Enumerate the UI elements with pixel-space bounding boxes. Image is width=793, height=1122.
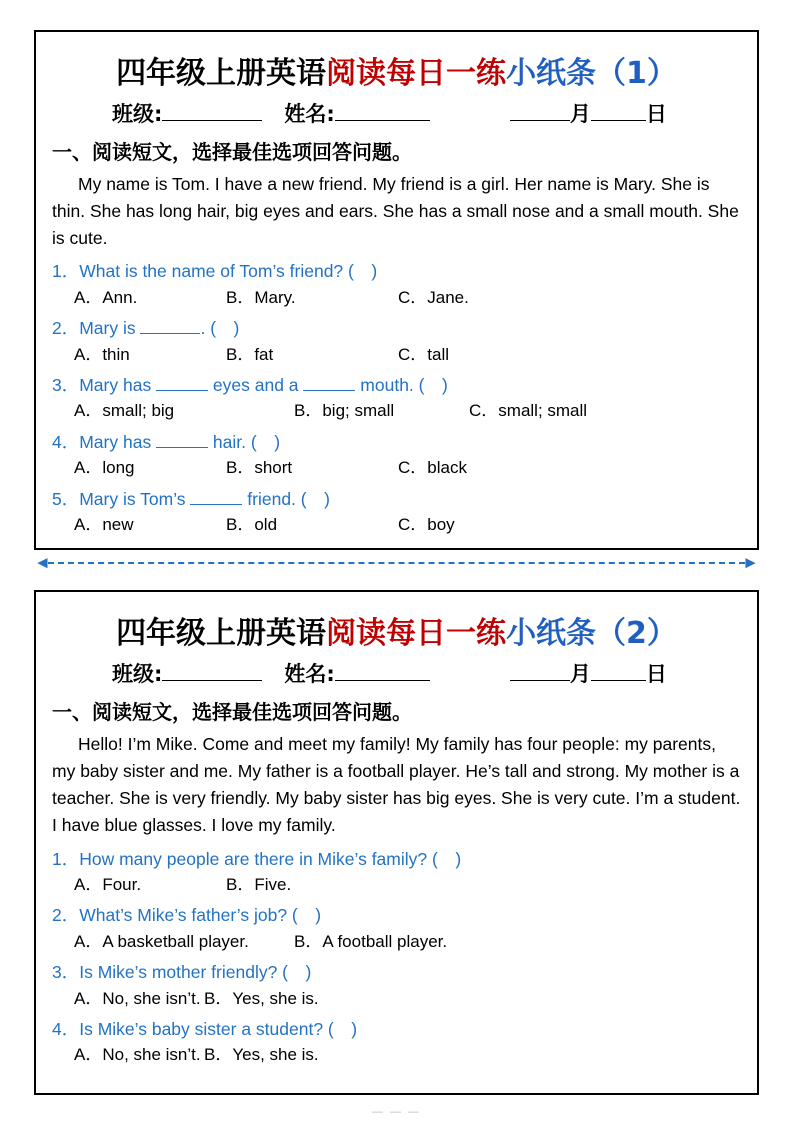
question-2-2 [52, 902, 741, 928]
month-blank-1[interactable] [510, 104, 570, 121]
option-b-1-3[interactable]: B．big; small [294, 401, 395, 421]
meta-row-2 [52, 658, 741, 688]
question-text-1-5b: friend. ( ) [242, 488, 330, 509]
page-title-2 [52, 608, 741, 652]
dashed-line [48, 562, 745, 564]
class-label-1: 班级: [112, 102, 163, 126]
question-text-2-1: How many people are there in Mike’s family? ( ) [79, 848, 462, 869]
class-blank-2[interactable] [162, 664, 262, 681]
question-1-4 [52, 429, 741, 455]
name-label-1: 姓名: [284, 102, 335, 126]
question-text-1-2b: . ( ) [200, 318, 240, 339]
options-2-4 [52, 1043, 741, 1068]
question-text-2-4: Is Mike’s baby sister a student? ( ) [79, 1019, 358, 1040]
options-1-2 [52, 343, 741, 368]
question-blank-1-2[interactable] [140, 319, 200, 334]
title-part-red-1: 阅读每日一练 [326, 56, 507, 91]
question-number-1-5: 5． [52, 488, 80, 509]
question-number-1-4: 4． [52, 432, 80, 453]
question-text-1-4a: Mary has [79, 432, 157, 453]
option-a-1-4[interactable]: A．long [74, 458, 135, 478]
question-number-2-1: 1． [52, 848, 80, 869]
section-heading-1: 一、阅读短文，选择最佳选项回答问题。 [52, 140, 412, 164]
passage-text-2: Hello! I’m Mike. Come and meet my family! My family has four people: my parents, my baby sister and me. My father is a football player. He’s tall and strong. My mother is a teacher. She is very friendly. My baby sister has big eyes. She is very cute. I’m a student. I have blue glasses. I love my family. [52, 734, 741, 836]
footer-watermark: — — — [371, 1106, 422, 1118]
option-b-2-2[interactable]: B．A football player. [294, 931, 448, 951]
option-a-2-2[interactable]: A．A basketball player. [74, 931, 249, 951]
option-a-1-3[interactable]: A．small; big [74, 401, 175, 421]
option-b-1-1[interactable]: B．Mary. [226, 287, 296, 307]
question-number-2-2: 2． [52, 905, 80, 926]
meta-row-1 [52, 98, 741, 128]
options-1-4 [52, 456, 741, 481]
title-part-blue-1: 小纸条（1） [506, 56, 677, 91]
question-1-3 [52, 372, 741, 398]
question-text-1-3a: Mary has [79, 375, 157, 396]
question-number-2-4: 4． [52, 1019, 80, 1040]
options-2-3 [52, 987, 741, 1012]
question-2-3 [52, 959, 741, 985]
class-label-2: 班级: [112, 662, 163, 686]
page-title-1 [52, 48, 741, 92]
title-part-red-2: 阅读每日一练 [326, 616, 507, 651]
worksheet-card-2 [34, 590, 759, 1095]
question-number-2-3: 3． [52, 962, 80, 983]
option-a-1-5[interactable]: A．new [74, 515, 134, 535]
option-b-1-5[interactable]: B．old [226, 515, 278, 535]
question-1-2 [52, 315, 741, 341]
option-b-1-4[interactable]: B．short [226, 458, 293, 478]
option-b-2-1[interactable]: B．Five. [226, 874, 292, 894]
day-label-1: 日 [645, 102, 667, 126]
question-text-1-4b: hair. ( ) [208, 432, 281, 453]
month-blank-2[interactable] [510, 664, 570, 681]
question-text-1-1: What is the name of Tom’s friend? ( ) [79, 261, 378, 282]
title-part-blue-2: 小纸条（2） [506, 616, 677, 651]
option-a-1-1[interactable]: A．Ann. [74, 287, 138, 307]
question-1-5 [52, 486, 741, 512]
day-label-2: 日 [645, 662, 667, 686]
question-text-1-2a: Mary is [79, 318, 141, 339]
option-a-1-2[interactable]: A．thin [74, 344, 130, 364]
option-b-2-3[interactable]: B．Yes, she is. [204, 988, 319, 1008]
month-label-2: 月 [569, 662, 591, 686]
day-blank-1[interactable] [591, 104, 646, 121]
month-label-1: 月 [569, 102, 591, 126]
arrow-left-icon: ◄ [34, 553, 51, 572]
name-blank-1[interactable] [335, 104, 430, 121]
class-blank-1[interactable] [162, 104, 262, 121]
option-b-1-2[interactable]: B．fat [226, 344, 274, 364]
option-c-1-4[interactable]: C．black [398, 458, 467, 478]
section-heading-2: 一、阅读短文，选择最佳选项回答问题。 [52, 700, 412, 724]
options-2-2 [52, 930, 741, 955]
option-a-2-1[interactable]: A．Four. [74, 874, 142, 894]
options-1-3 [52, 399, 741, 424]
question-text-2-2: What’s Mike’s father’s job? ( ) [79, 905, 322, 926]
question-blank-1-5[interactable] [190, 490, 242, 505]
question-text-1-5a: Mary is Tom’s [79, 488, 191, 509]
question-number-1-1: 1． [52, 261, 80, 282]
day-blank-2[interactable] [591, 664, 646, 681]
name-label-2: 姓名: [284, 662, 335, 686]
option-a-2-4[interactable]: A．No, she isn’t. [74, 1045, 201, 1065]
option-b-2-4[interactable]: B．Yes, she is. [204, 1045, 319, 1065]
options-1-1 [52, 286, 741, 311]
option-c-1-1[interactable]: C．Jane. [398, 287, 469, 307]
question-text-2-3: Is Mike’s mother friendly? ( ) [79, 962, 312, 983]
question-number-1-2: 2． [52, 318, 80, 339]
question-1-1 [52, 258, 741, 284]
question-blank-1-3a[interactable] [156, 376, 208, 391]
title-part-black-1: 四年级上册英语 [116, 56, 327, 91]
title-part-black-2: 四年级上册英语 [116, 616, 327, 651]
question-text-1-3b: eyes and a [208, 375, 304, 396]
options-2-1 [52, 873, 741, 898]
question-blank-1-4[interactable] [156, 433, 208, 448]
option-c-1-5[interactable]: C．boy [398, 515, 455, 535]
worksheet-card-1 [34, 30, 759, 550]
question-text-1-3c: mouth. ( ) [355, 375, 448, 396]
question-2-4 [52, 1016, 741, 1042]
options-1-5 [52, 513, 741, 538]
passage-text-1: My name is Tom. I have a new friend. My friend is a girl. Her name is Mary. She is thin. She has long hair, big eyes and ears. She has a small nose and a small mouth. She is cute. [52, 174, 739, 249]
question-2-1 [52, 846, 741, 872]
arrow-right-icon: ► [742, 553, 759, 572]
option-c-1-2[interactable]: C．tall [398, 344, 450, 364]
reading-passage-1 [52, 171, 741, 252]
cut-line-divider [34, 550, 759, 576]
name-blank-2[interactable] [335, 664, 430, 681]
option-a-2-3[interactable]: A．No, she isn’t. [74, 988, 201, 1008]
reading-passage-2 [52, 731, 741, 840]
option-c-1-3[interactable]: C．small; small [469, 401, 588, 421]
question-blank-1-3b[interactable] [303, 376, 355, 391]
question-number-1-3: 3． [52, 375, 80, 396]
